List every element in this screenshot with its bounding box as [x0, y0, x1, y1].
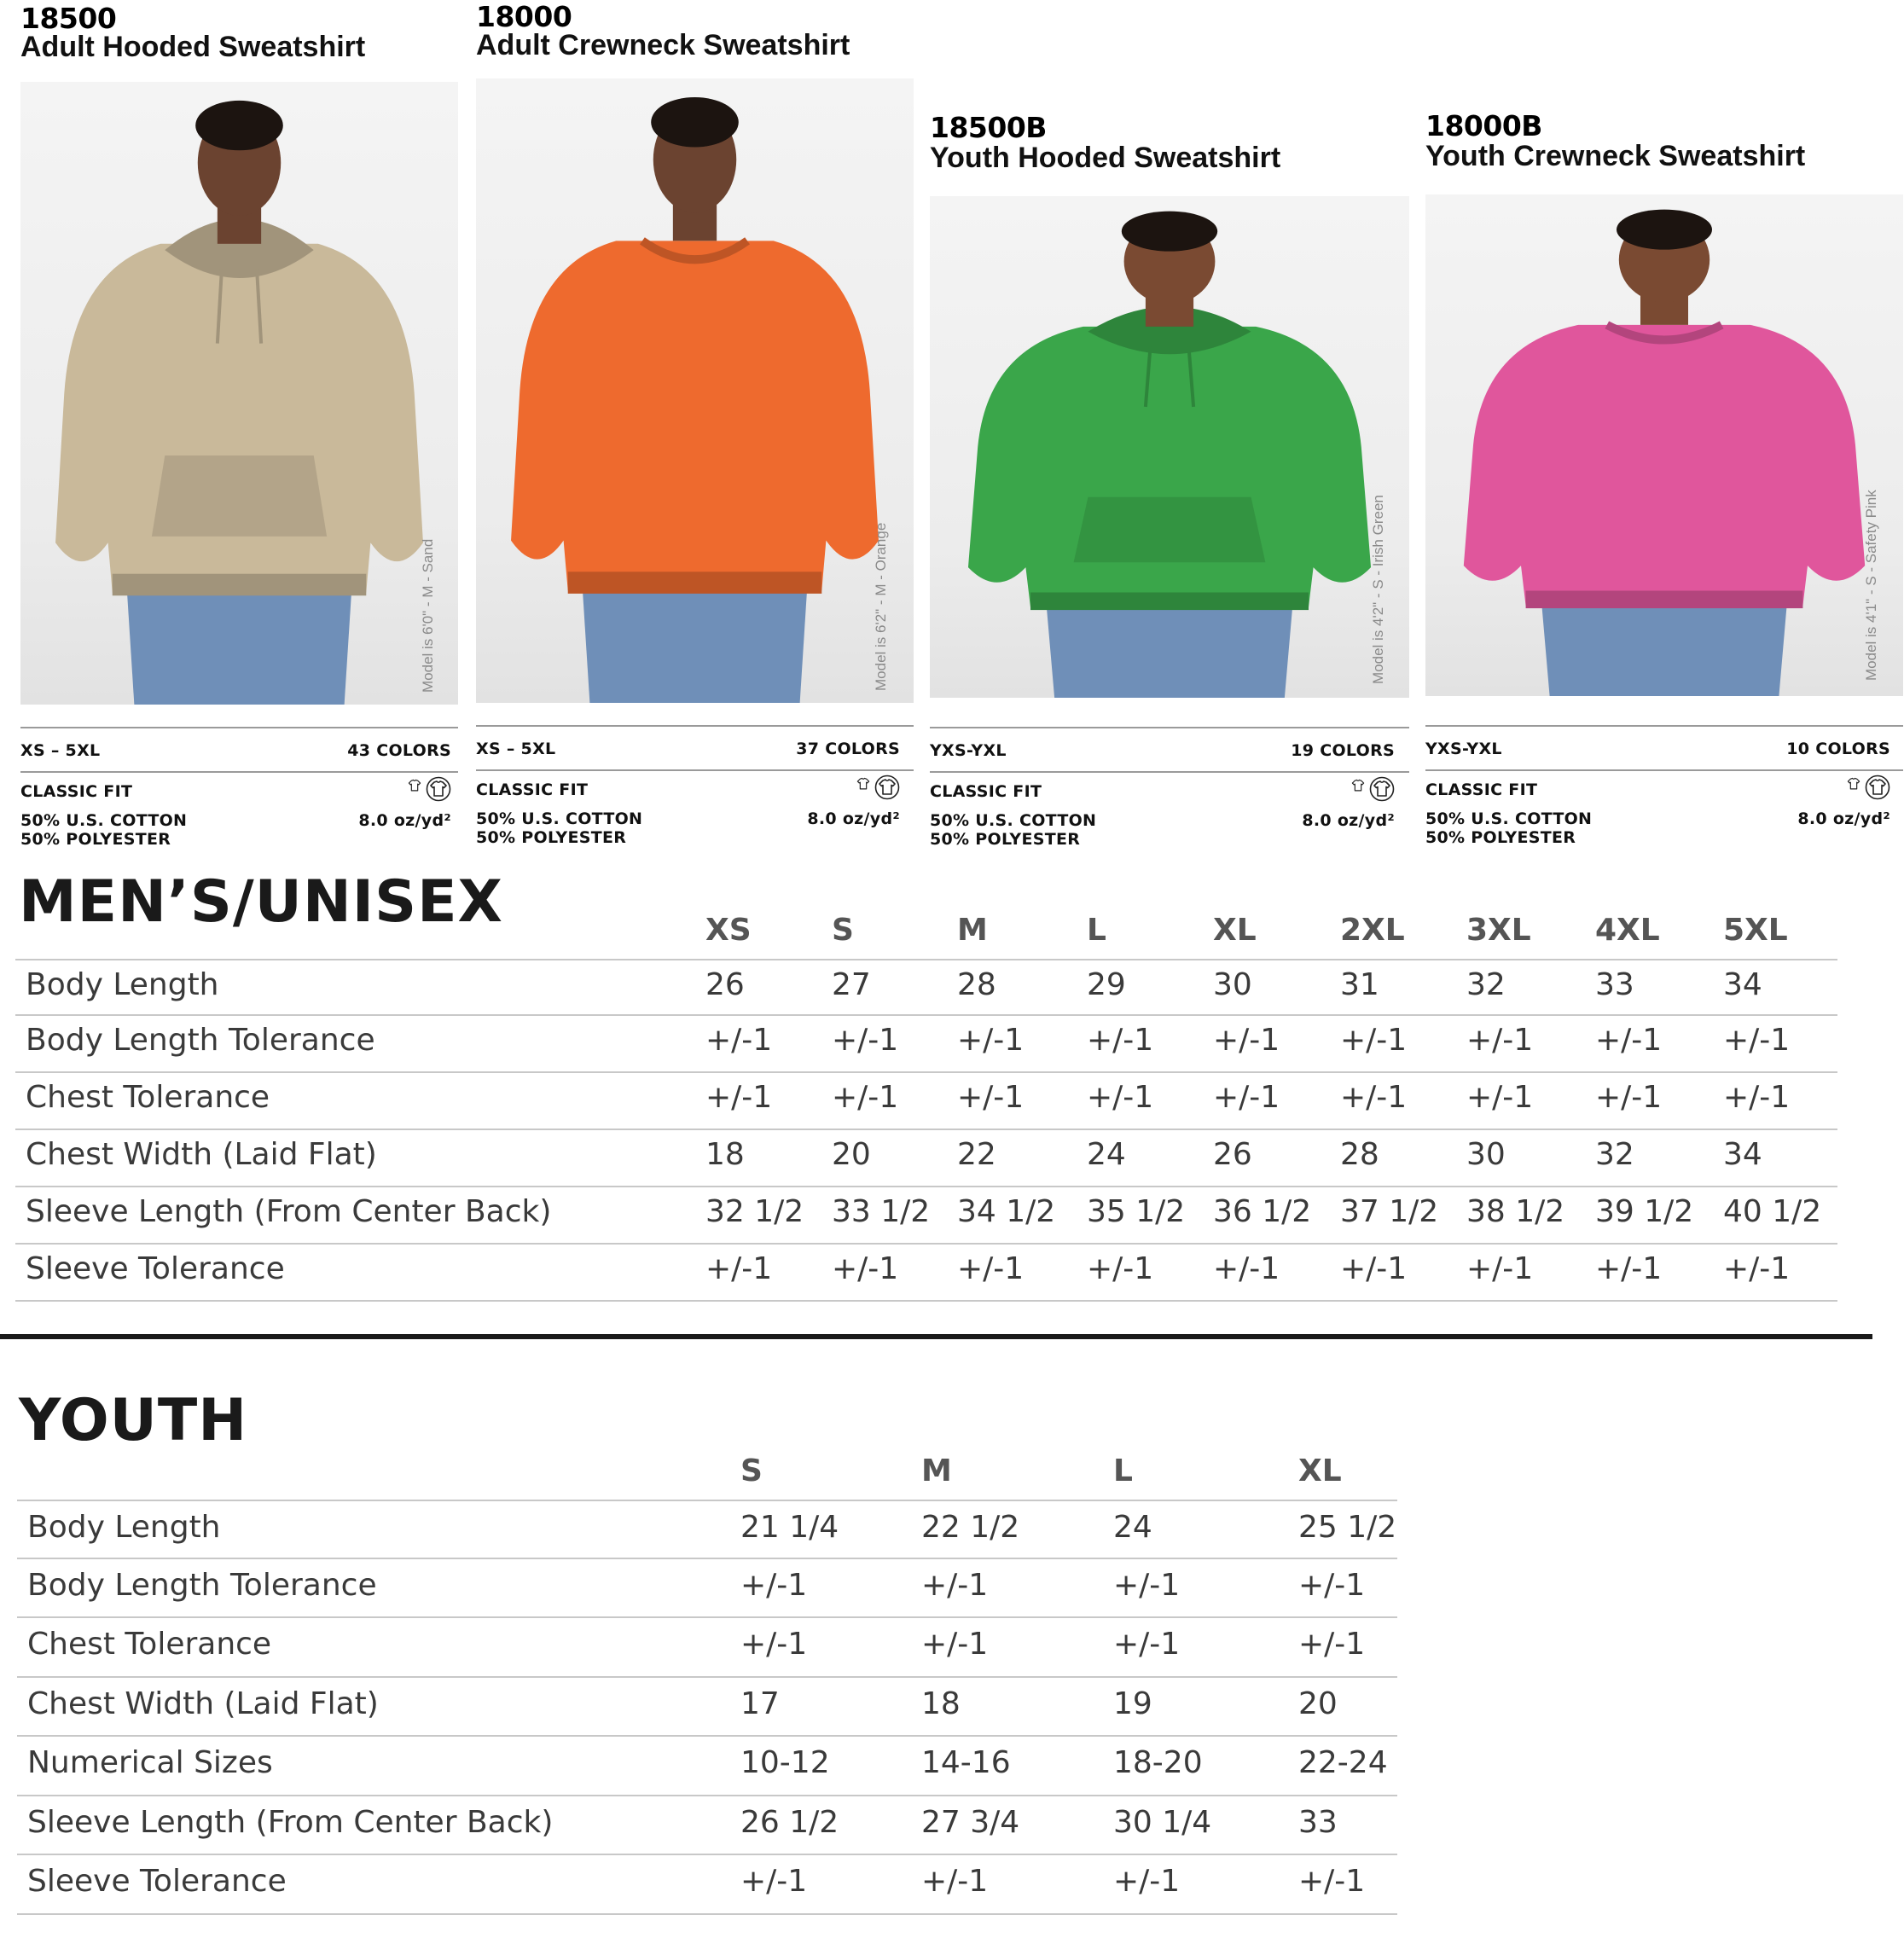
measurement-value: +/-1 [1466, 1251, 1534, 1286]
size-column-header: M [921, 1454, 952, 1488]
measurement-label: Sleeve Tolerance [27, 1864, 287, 1899]
measurement-value: +/-1 [705, 1080, 773, 1115]
table-row [17, 1737, 1397, 1796]
measurement-value: +/-1 [705, 1251, 773, 1286]
spec-rule-top [930, 727, 1409, 728]
size-column-header: M [957, 913, 988, 948]
measurement-value: 32 [1595, 1137, 1634, 1172]
measurement-value: +/-1 [1340, 1080, 1408, 1115]
measurement-value: +/-1 [1595, 1251, 1663, 1286]
measurement-label: Body Length Tolerance [27, 1567, 377, 1603]
measurement-value: +/-1 [1466, 1080, 1534, 1115]
model-size-note: Model is 4'2" - S - Irish Green [1370, 495, 1386, 684]
measurement-value: 27 [832, 967, 871, 1002]
measurement-value: +/-1 [832, 1080, 899, 1115]
spec-rule-top [476, 725, 914, 727]
measurement-value: 30 [1466, 1137, 1506, 1172]
fit-icons-18000b [1844, 775, 1890, 800]
fabric-weight: 8.0 oz/yd² [1797, 809, 1890, 828]
size-column-header: 4XL [1595, 913, 1660, 948]
fit-icons-18500 [405, 776, 451, 802]
table-row [17, 1678, 1397, 1738]
measurement-value: 38 1/2 [1466, 1194, 1565, 1229]
spec-rule-middle [20, 771, 458, 773]
measurement-value: +/-1 [1298, 1627, 1366, 1662]
product-name: Youth Crewneck Sweatshirt [1425, 140, 1806, 172]
fabric-cotton: 50% U.S. COTTON [1425, 809, 1593, 828]
measurement-value: 37 1/2 [1340, 1194, 1439, 1229]
measurement-value: 32 [1466, 967, 1506, 1002]
measurement-value: 33 [1298, 1804, 1338, 1840]
measurement-value: +/-1 [957, 1080, 1025, 1115]
measurement-value: 30 [1213, 967, 1252, 1002]
table-row [15, 1187, 1837, 1245]
measurement-value: 22-24 [1298, 1745, 1388, 1780]
measurement-value: 28 [957, 967, 996, 1002]
size-range: XS – 5XL [476, 740, 556, 758]
fabric-cotton: 50% U.S. COTTON [476, 809, 643, 828]
measurement-value: +/-1 [1340, 1023, 1408, 1058]
measurement-value: 32 1/2 [705, 1194, 804, 1229]
fit-icons-18000 [854, 775, 900, 800]
measurement-label: Chest Width (Laid Flat) [26, 1137, 377, 1172]
mens-section-title: MEN’S/UNISEX [19, 868, 503, 936]
product-name: Adult Crewneck Sweatshirt [476, 29, 850, 61]
measurement-value: 20 [832, 1137, 871, 1172]
measurement-value: 20 [1298, 1686, 1338, 1721]
fabric-cotton: 50% U.S. COTTON [930, 811, 1097, 830]
measurement-value: 40 1/2 [1723, 1194, 1822, 1229]
table-row [17, 1500, 1397, 1559]
measurement-label: Body Length [27, 1510, 221, 1545]
tshirt-small-icon [854, 775, 873, 793]
fit-type: CLASSIC FIT [20, 782, 133, 801]
measurement-value: 28 [1340, 1137, 1379, 1172]
measurement-value: 36 1/2 [1213, 1194, 1312, 1229]
color-count: 37 COLORS [796, 740, 900, 758]
product-card-18000b [1425, 0, 1903, 862]
model-figure [20, 82, 458, 705]
measurement-value: +/-1 [921, 1567, 989, 1603]
measurement-label: Sleeve Length (From Center Back) [26, 1194, 552, 1229]
measurement-value: 10-12 [740, 1745, 830, 1780]
product-photo [930, 196, 1409, 698]
measurement-value: +/-1 [1723, 1080, 1791, 1115]
color-count: 43 COLORS [347, 741, 451, 760]
table-row [15, 1073, 1837, 1130]
size-column-header: L [1113, 1454, 1133, 1488]
color-count: 19 COLORS [1291, 741, 1395, 760]
measurement-value: 24 [1087, 1137, 1126, 1172]
model-figure [1425, 194, 1903, 696]
measurement-value: +/-1 [740, 1567, 808, 1603]
product-name: Adult Hooded Sweatshirt [20, 31, 366, 63]
measurement-value: 26 1/2 [740, 1804, 839, 1840]
product-card-18500b [930, 0, 1409, 862]
tshirt-small-icon [1844, 775, 1863, 793]
measurement-value: +/-1 [740, 1627, 808, 1662]
table-row [17, 1559, 1397, 1619]
measurement-label: Numerical Sizes [27, 1745, 273, 1780]
measurement-value: +/-1 [1298, 1567, 1366, 1603]
measurement-value: 22 [957, 1137, 996, 1172]
model-size-note: Model is 6'0" - M - Sand [420, 538, 436, 693]
measurement-value: 19 [1113, 1686, 1152, 1721]
measurement-value: 26 [1213, 1137, 1252, 1172]
fit-icons-18500b [1349, 776, 1395, 802]
fabric-weight: 8.0 oz/yd² [358, 811, 451, 830]
measurement-value: +/-1 [832, 1023, 899, 1058]
measurement-value: +/-1 [832, 1251, 899, 1286]
measurement-value: 17 [740, 1686, 780, 1721]
fabric-cotton: 50% U.S. COTTON [20, 811, 188, 830]
measurement-value: +/-1 [1298, 1864, 1366, 1899]
size-column-header: S [740, 1454, 763, 1488]
measurement-value: +/-1 [1113, 1627, 1181, 1662]
fabric-polyester: 50% POLYESTER [20, 830, 171, 849]
measurement-value: 29 [1087, 967, 1126, 1002]
fabric-weight: 8.0 oz/yd² [807, 809, 900, 828]
product-style-number: 18000B [1425, 109, 1542, 142]
table-row [17, 1618, 1397, 1678]
product-style-number: 18000 [476, 0, 572, 33]
tshirt-small-icon [405, 776, 424, 795]
size-column-header: XS [705, 913, 752, 948]
fabric-weight: 8.0 oz/yd² [1302, 811, 1395, 830]
measurement-value: 14-16 [921, 1745, 1011, 1780]
measurement-value: 34 [1723, 967, 1762, 1002]
product-photo [1425, 194, 1903, 696]
table-row [15, 959, 1837, 1016]
size-range: YXS-YXL [930, 741, 1007, 760]
tshirt-circle-icon [1865, 775, 1890, 800]
measurement-value: +/-1 [1466, 1023, 1534, 1058]
size-column-header: XL [1213, 913, 1257, 948]
measurement-value: 26 [705, 967, 745, 1002]
product-photo [476, 78, 914, 703]
measurement-value: 21 1/4 [740, 1510, 839, 1545]
size-column-header: 3XL [1466, 913, 1531, 948]
measurement-value: 25 1/2 [1298, 1510, 1397, 1545]
measurement-value: +/-1 [1087, 1080, 1154, 1115]
size-range: XS – 5XL [20, 741, 101, 760]
measurement-label: Body Length Tolerance [26, 1023, 375, 1058]
measurement-value: +/-1 [921, 1864, 989, 1899]
measurement-value: +/-1 [740, 1864, 808, 1899]
measurement-value: +/-1 [1213, 1023, 1280, 1058]
size-column-header: S [832, 913, 854, 948]
spec-rule-top [20, 727, 458, 728]
fit-type: CLASSIC FIT [1425, 780, 1538, 799]
measurement-label: Chest Tolerance [26, 1080, 270, 1115]
tshirt-small-icon [1349, 776, 1367, 795]
tshirt-circle-icon [874, 775, 900, 800]
measurement-value: +/-1 [1595, 1080, 1663, 1115]
spec-rule-top [1425, 725, 1903, 727]
measurement-value: 18 [921, 1686, 961, 1721]
measurement-value: 27 3/4 [921, 1804, 1020, 1840]
product-card-18500 [20, 0, 458, 862]
size-column-header: 2XL [1340, 913, 1405, 948]
measurement-value: 24 [1113, 1510, 1152, 1545]
section-divider [0, 1334, 1872, 1339]
product-style-number: 18500 [20, 2, 117, 35]
table-row [17, 1796, 1397, 1856]
measurement-value: +/-1 [1113, 1864, 1181, 1899]
model-figure [476, 78, 914, 703]
measurement-label: Sleeve Tolerance [26, 1251, 285, 1286]
measurement-label: Chest Width (Laid Flat) [27, 1686, 379, 1721]
fabric-polyester: 50% POLYESTER [476, 828, 627, 847]
measurement-value: +/-1 [705, 1023, 773, 1058]
measurement-value: +/-1 [957, 1023, 1025, 1058]
measurement-value: 33 1/2 [832, 1194, 931, 1229]
measurement-value: 39 1/2 [1595, 1194, 1694, 1229]
size-range: YXS-YXL [1425, 740, 1502, 758]
product-name: Youth Hooded Sweatshirt [930, 142, 1281, 174]
youth-size-chart [17, 1450, 1397, 1928]
measurement-value: +/-1 [1340, 1251, 1408, 1286]
measurement-label: Sleeve Length (From Center Back) [27, 1804, 554, 1840]
size-column-header: XL [1298, 1454, 1342, 1488]
fit-type: CLASSIC FIT [476, 780, 589, 799]
table-row [15, 1016, 1837, 1073]
youth-section-title: YOUTH [19, 1387, 248, 1454]
measurement-value: +/-1 [1723, 1251, 1791, 1286]
product-style-number: 18500B [930, 111, 1047, 144]
model-size-note: Model is 4'1" - S - Safety Pink [1863, 490, 1879, 681]
model-size-note: Model is 6'2" - M - Orange [873, 522, 889, 691]
measurement-value: +/-1 [1087, 1023, 1154, 1058]
measurement-value: +/-1 [1213, 1080, 1280, 1115]
measurement-value: 34 [1723, 1137, 1762, 1172]
measurement-label: Body Length [26, 967, 219, 1002]
measurement-value: 34 1/2 [957, 1194, 1056, 1229]
measurement-value: +/-1 [1113, 1567, 1181, 1603]
fit-type: CLASSIC FIT [930, 782, 1042, 801]
table-row [15, 1130, 1837, 1187]
measurement-value: +/-1 [1595, 1023, 1663, 1058]
product-photo [20, 82, 458, 705]
measurement-value: +/-1 [921, 1627, 989, 1662]
measurement-value: +/-1 [1723, 1023, 1791, 1058]
measurement-value: 30 1/4 [1113, 1804, 1212, 1840]
measurement-value: +/-1 [1213, 1251, 1280, 1286]
fabric-polyester: 50% POLYESTER [1425, 828, 1576, 847]
table-row [17, 1855, 1397, 1915]
measurement-label: Chest Tolerance [27, 1627, 272, 1662]
size-column-header: 5XL [1723, 913, 1788, 948]
measurement-value: 33 [1595, 967, 1634, 1002]
measurement-value: +/-1 [957, 1251, 1025, 1286]
spec-rule-middle [930, 771, 1409, 773]
table-row [15, 1245, 1837, 1302]
measurement-value: 18 [705, 1137, 745, 1172]
size-column-header: L [1087, 913, 1106, 948]
tshirt-circle-icon [1369, 776, 1395, 802]
measurement-value: 22 1/2 [921, 1510, 1020, 1545]
measurement-value: 35 1/2 [1087, 1194, 1186, 1229]
spec-rule-middle [476, 769, 914, 771]
measurement-value: +/-1 [1087, 1251, 1154, 1286]
mens-size-chart [15, 913, 1837, 1288]
measurement-value: 18-20 [1113, 1745, 1203, 1780]
tshirt-circle-icon [426, 776, 451, 802]
fabric-polyester: 50% POLYESTER [930, 830, 1081, 849]
product-card-18000 [476, 0, 914, 862]
color-count: 10 COLORS [1786, 740, 1890, 758]
spec-rule-middle [1425, 769, 1903, 771]
measurement-value: 31 [1340, 967, 1379, 1002]
model-figure [930, 196, 1409, 698]
